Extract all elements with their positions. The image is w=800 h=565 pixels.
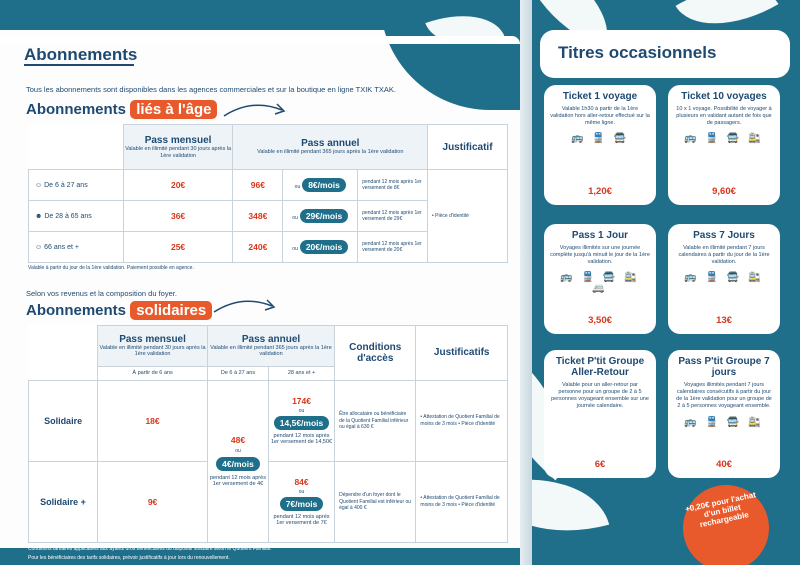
table-row: ☺ De 6 à 27 ans 20€ 96€ ou 8€/mois pendant 12 mois après 1er versement de 8€ • Pièce d'identité xyxy=(29,170,508,201)
age-heading: Abonnements liés à l'âge xyxy=(26,101,217,118)
abonnements-intro: Tous les abonnements sont disponibles dans les agences commerciales et sur la boutique en ligne TXIK TXAK. xyxy=(26,85,396,94)
solidaire-table: Pass mensuel Valable en illimité pendant 30 jours après la 1ère validation Pass annuel Valable en illimité pendant 365 jours après la 1ère validation Conditions d'accès Justificatifs À partir de 6 ans De 6 à 27 ans 28 ans et + Solidaire 18€ 48€ ou 4€/mois pendant 12 mois après 1er versement de 4€ 174€ ou 14,5€/mois pendant 12 mois après 1er versement de 14,50€ Être allocataire ou bénéficiaire de la Quotient Familial inférieur ou égal à 630 € • Attestation de Quotient Familial de moins de 3 mois • Pièce d'identité Solidaire + 9€ 84€ ou 7€/mois pendant 12 mois après 1er versement de 7€ Dépendre d'un foyer dont le Quotient Familial est inférieur ou égal à 400 € • Attestation de Quotient Familial de moins de 3 mois • Pièce d'identité xyxy=(28,325,508,543)
age-table: Pass mensuel Valable en illimité pendant 30 jours après la 1ère validation Pass annuel Valable en illimité pendant 365 jours après la 1ère validation Justificatif ☺ De 6 à 27 ans 20€ 96€ ou 8€/mois pendant 12 mois après 1er versement de 8€ • Pièce d'identité ☻ De 28 à 65 ans 36€ 348€ ou 29€/mois pendant 12 mois après 1er versement de 29€ ☺ 66 ans et + 25€ 240€ ou 20€/mois pendant 12 mois après 1er versement de 20€ xyxy=(28,124,508,263)
card-ptit-groupe-7-jours[interactable]: Pass P'tit Groupe 7 jours Voyages illimités pendant 7 jours calendaires consécutifs à partir du jour de la 1ère validation pour un groupe de 2 à 5 personnes voyageant ensemble. 🚌 🚆 🚍 🚉 40€ xyxy=(668,350,780,478)
table-row: ☻ De 28 à 65 ans 36€ 348€ ou 29€/mois pendant 12 mois après 1er versement de 29€ xyxy=(29,201,508,232)
transport-icons: 🚌 🚆 🚍 🚉 xyxy=(684,272,764,284)
solidaire-intro: Selon vos revenus et la composition du foyer. xyxy=(26,289,177,298)
transport-icons: 🚌 🚆 🚍 🚉 🚐 xyxy=(560,272,640,295)
card-pass-7-jours[interactable]: Pass 7 Jours Valable en illimité pendant 7 jours calendaires à partir du jour de la 1ère validation. 🚌 🚆 🚍 🚉 13€ xyxy=(668,224,780,334)
transport-icons: 🚌 🚆 🚍 🚉 xyxy=(684,133,764,145)
table-row: Solidaire + 9€ 84€ ou 7€/mois pendant 12 mois après 1er versement de 7€ Dépendre d'un foyer dont le Quotient Familial est inférieur ou égal à 400 € • Attestation de Quotient Familial de moins de 3 mois • Pièce d'identité xyxy=(29,461,508,542)
page-fold xyxy=(520,0,532,565)
senior-icon: ☺ xyxy=(35,243,43,251)
adult-icon: ☻ xyxy=(35,212,43,220)
abonnements-title: Abonnements xyxy=(24,45,138,64)
arrow-icon xyxy=(212,294,282,316)
card-ticket-10-voyages[interactable]: Ticket 10 voyages 10 x 1 voyage. Possibilité de voyager à plusieurs en validant autant de fois que de passagers. 🚌 🚆 🚍 🚉 9,60€ xyxy=(668,85,780,205)
transport-icons: 🚌 🚆 🚍 xyxy=(571,133,629,145)
card-ptit-groupe-aller-retour[interactable]: Ticket P'tit Groupe Aller-Retour Valable pour un aller-retour par personne pour un groupe de 2 à 5 personnes voyageant ensemble sur une journée calendaire. 6€ xyxy=(544,350,656,478)
titres-title: Titres occasionnels xyxy=(558,43,717,62)
arrow-icon xyxy=(222,98,292,120)
age-heading-pill: liés à l'âge xyxy=(130,100,217,119)
table-row: ☺ 66 ans et + 25€ 240€ ou 20€/mois pendant 12 mois après 1er versement de 20€ xyxy=(29,232,508,263)
transport-icons: 🚌 🚆 🚍 🚉 xyxy=(684,416,764,428)
child-icon: ☺ xyxy=(35,181,43,189)
solidaire-footnote-1: Conditions tarifaires applicables aux ayants droit bénéficiaires du dispositif solidaire selon le Quotient Familial. xyxy=(28,546,272,552)
table-row: Solidaire 18€ 48€ ou 4€/mois pendant 12 mois après 1er versement de 4€ 174€ ou 14,5€/mois pendant 12 mois après 1er versement de 14,50€ Être allocataire ou bénéficiaire de la Quotient Familial inférieur ou égal à 630 € • Attestation de Quotient Familial de moins de 3 mois • Pièce d'identité xyxy=(29,380,508,461)
promo-badge: +0,20€ pour l'achat d'un billet rechargeable xyxy=(675,477,777,565)
card-ticket-1-voyage[interactable]: Ticket 1 voyage Valable 1h30 à partir de la 1ère validation hors aller-retour effectué sur la même ligne. 🚌 🚆 🚍 1,20€ xyxy=(544,85,656,205)
solidaire-heading-pill: solidaires xyxy=(130,301,212,320)
solidaire-heading: Abonnements solidaires xyxy=(26,302,212,319)
card-pass-1-jour[interactable]: Pass 1 Jour Voyages illimités sur une journée complète jusqu'à minuit le jour de la 1ère validation. 🚌 🚆 🚍 🚉 🚐 3,50€ xyxy=(544,224,656,334)
solidaire-footnote-2: Pour les bénéficiaires des tarifs solidaires, prévoir justificatifs à jour lors du renouvellement. xyxy=(28,555,230,561)
age-footnote: Valable à partir du jour de la 1ère validation. Paiement possible en agence. xyxy=(28,265,194,271)
